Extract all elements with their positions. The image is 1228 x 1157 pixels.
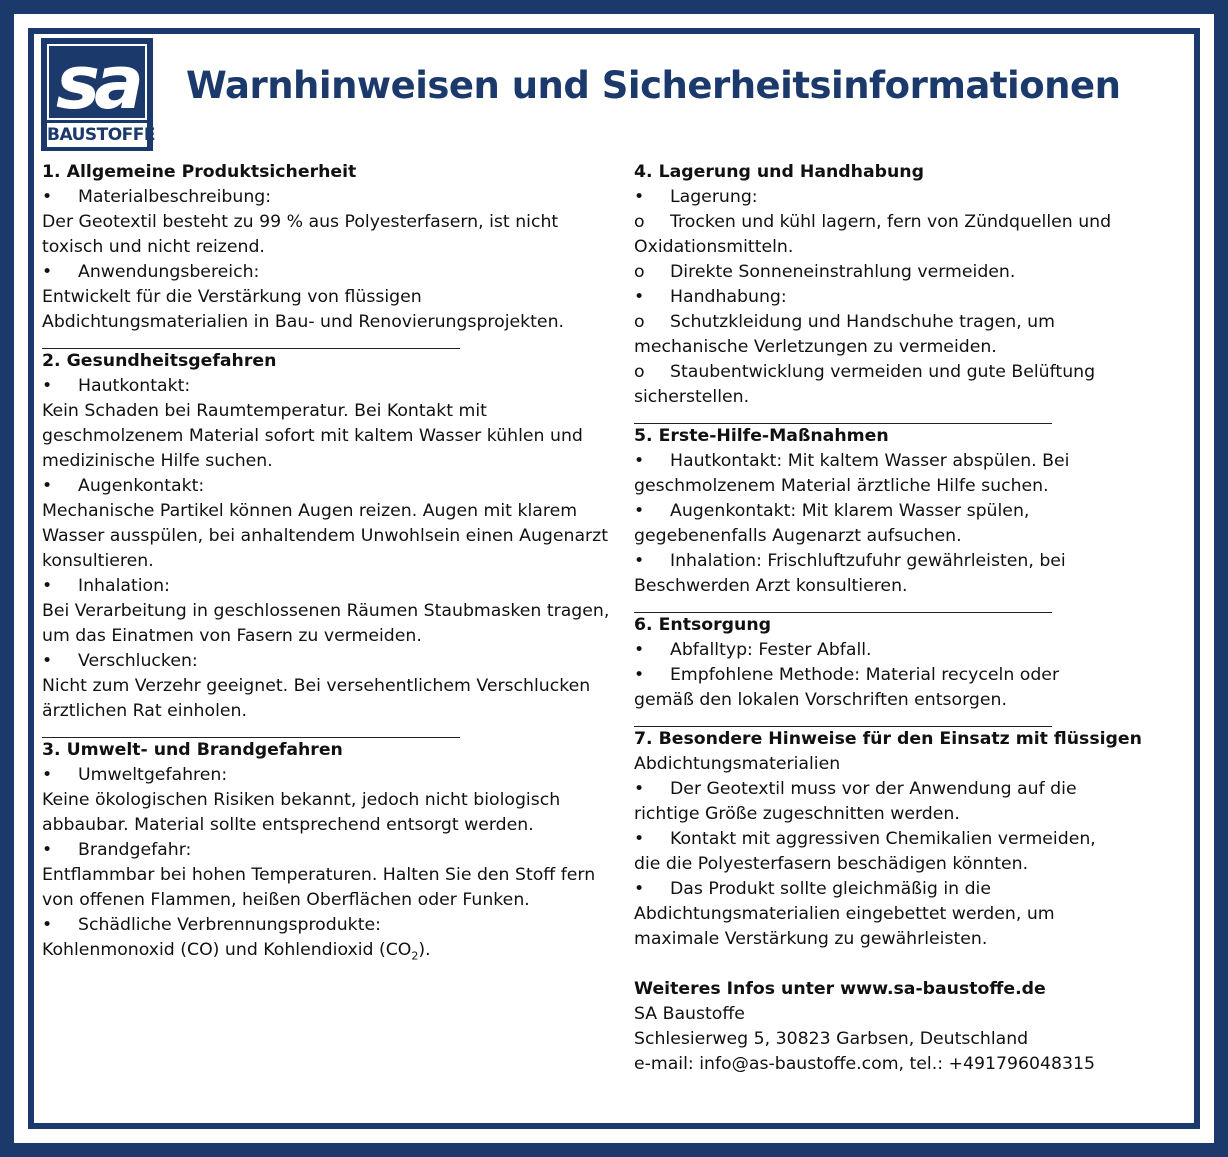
paragraph: Mechanische Partikel können Augen reizen. Augen mit klarem Wasser ausspülen, bei anhaltendem Unwohlsein einen Augenarzt konsultieren. <box>42 501 609 571</box>
sa-baustoffe-logo <box>41 38 156 151</box>
paragraph: Kein Schaden bei Raumtemperatur. Bei Kontakt mit geschmolzenem Material sofort mit kaltem Wasser kühlen und medizinische Hilfe suchen. <box>42 401 583 471</box>
logo-wordmark: BAUSTOFFE <box>47 125 156 145</box>
section-7-subheading: Abdichtungsmaterialien <box>634 754 841 774</box>
list-item: • Hautkontakt: <box>42 374 612 399</box>
logo-letters: sa <box>56 44 138 120</box>
paragraph: Kohlenmonoxid (CO) und Kohlendioxid $(CO_2)$. <box>42 940 431 963</box>
sub-bullet-icon: o <box>634 212 645 232</box>
list-item: • Umweltgefahren: <box>42 763 612 788</box>
list-item: • Materialbeschreibung: <box>42 185 612 210</box>
list-item: • Anwendungsbereich: <box>42 260 612 285</box>
bullet-icon: • <box>42 651 53 671</box>
list-item: • Abfalltyp: Fester Abfall. <box>634 638 1186 663</box>
paragraph: Entflammbar bei hohen Temperaturen. Halten Sie den Stoff fern von offenen Flammen, heißen Oberflächen oder Funken. <box>42 865 596 910</box>
list-item: • Das Produkt sollte gleichmäßig in die <box>634 877 1186 902</box>
paragraph: sicherstellen. <box>634 387 750 407</box>
paragraph: Beschwerden Arzt konsultieren. <box>634 576 908 596</box>
bullet-icon: • <box>634 665 645 685</box>
paragraph: Abdichtungsmaterialien eingebettet werden, um <box>634 904 1055 924</box>
section-divider <box>634 599 1052 613</box>
sub-bullet-icon: o <box>634 262 645 282</box>
paragraph: Bei Verarbeitung in geschlossenen Räumen Staubmasken tragen, um das Einatmen von Fasern zu vermeiden. <box>42 601 610 646</box>
section-divider <box>42 335 460 349</box>
left-column <box>42 160 612 963</box>
paragraph: gemäß den lokalen Vorschriften entsorgen. <box>634 690 1007 710</box>
bullet-icon: • <box>634 779 645 799</box>
bullet-icon: • <box>634 287 645 307</box>
contact-address: Schlesierweg 5, 30823 Garbsen, Deutschland <box>634 1029 1029 1049</box>
list-item: • Der Geotextil muss vor der Anwendung auf die <box>634 777 1186 802</box>
logo-mark <box>47 44 147 120</box>
bullet-icon: • <box>42 376 53 396</box>
paragraph: mechanische Verletzungen zu vermeiden. <box>634 337 997 357</box>
paragraph: Entwickelt für die Verstärkung von flüssigen Abdichtungsmaterialien in Bau- und Renovierungsprojekten. <box>42 287 565 332</box>
bullet-icon: • <box>42 476 53 496</box>
paragraph: die die Polyesterfasern beschädigen könnten. <box>634 854 1029 874</box>
section-3-heading: 3. Umwelt- und Brandgefahren <box>42 740 343 760</box>
section-divider <box>634 713 1052 727</box>
sub-bullet-icon: o <box>634 362 645 382</box>
list-item: • Augenkontakt: Mit klarem Wasser spülen, <box>634 499 1186 524</box>
contact-heading: Weiteres Infos unter www.sa-baustoffe.de <box>634 979 1046 999</box>
right-column <box>634 160 1186 1077</box>
section-7-heading: 7. Besondere Hinweise für den Einsatz mit flüssigen <box>634 729 1142 749</box>
list-item: • Empfohlene Methode: Material recyceln oder <box>634 663 1186 688</box>
bullet-icon: • <box>634 640 645 660</box>
paragraph: Nicht zum Verzehr geeignet. Bei versehentlichem Verschlucken ärztlichen Rat einholen. <box>42 676 591 721</box>
bullet-icon: • <box>634 551 645 571</box>
list-item: o Trocken und kühl lagern, fern von Zündquellen und <box>634 210 1186 235</box>
bullet-icon: • <box>634 879 645 899</box>
bullet-icon: • <box>634 829 645 849</box>
list-item: • Augenkontakt: <box>42 474 612 499</box>
section-divider <box>42 724 460 738</box>
section-5-heading: 5. Erste-Hilfe-Maßnahmen <box>634 426 889 446</box>
bullet-icon: • <box>42 915 53 935</box>
list-item: o Direkte Sonneneinstrahlung vermeiden. <box>634 260 1186 285</box>
contact-company: SA Baustoffe <box>634 1004 745 1024</box>
paragraph: Oxidationsmitteln. <box>634 237 794 257</box>
paragraph: richtige Größe zugeschnitten werden. <box>634 804 960 824</box>
sub-bullet-icon: o <box>634 312 645 332</box>
section-1-heading: 1. Allgemeine Produktsicherheit <box>42 162 357 182</box>
content-panel <box>34 34 1194 1123</box>
paragraph: geschmolzenem Material ärztliche Hilfe suchen. <box>634 476 1049 496</box>
contact-email-phone: e-mail: info@as-baustoffe.com, tel.: +491796048315 <box>634 1054 1095 1074</box>
list-item: • Inhalation: Frischluftzufuhr gewährleisten, bei <box>634 549 1186 574</box>
bullet-icon: • <box>42 576 53 596</box>
list-item: o Schutzkleidung und Handschuhe tragen, um <box>634 310 1186 335</box>
list-item: o Staubentwicklung vermeiden und gute Belüftung <box>634 360 1186 385</box>
bullet-icon: • <box>42 765 53 785</box>
list-item: • Kontakt mit aggressiven Chemikalien vermeiden, <box>634 827 1186 852</box>
spacer <box>634 952 1186 977</box>
paragraph: Keine ökologischen Risiken bekannt, jedoch nicht biologisch abbaubar. Material sollte entsprechend entsorgt werden. <box>42 790 561 835</box>
section-divider <box>634 410 1052 424</box>
list-item: • Hautkontakt: Mit kaltem Wasser abspülen. Bei <box>634 449 1186 474</box>
bullet-icon: • <box>634 451 645 471</box>
bullet-icon: • <box>42 262 53 282</box>
page-title: Warnhinweisen und Sicherheitsinformationen <box>186 64 1121 107</box>
list-item: • Verschlucken: <box>42 649 612 674</box>
list-item: • Inhalation: <box>42 574 612 599</box>
section-4-heading: 4. Lagerung und Handhabung <box>634 162 924 182</box>
paragraph: Der Geotextil besteht zu 99 % aus Polyesterfasern, ist nicht toxisch und nicht reizend. <box>42 212 559 257</box>
paragraph: maximale Verstärkung zu gewährleisten. <box>634 929 988 949</box>
bullet-icon: • <box>634 501 645 521</box>
list-item: • Handhabung: <box>634 285 1186 310</box>
bullet-icon: • <box>42 187 53 207</box>
list-item: • Schädliche Verbrennungsprodukte: <box>42 913 612 938</box>
list-item: • Brandgefahr: <box>42 838 612 863</box>
list-item: • Lagerung: <box>634 185 1186 210</box>
section-2-heading: 2. Gesundheitsgefahren <box>42 351 277 371</box>
bullet-icon: • <box>634 187 645 207</box>
bullet-icon: • <box>42 840 53 860</box>
section-6-heading: 6. Entsorgung <box>634 615 772 635</box>
paragraph: gegebenenfalls Augenarzt aufsuchen. <box>634 526 962 546</box>
